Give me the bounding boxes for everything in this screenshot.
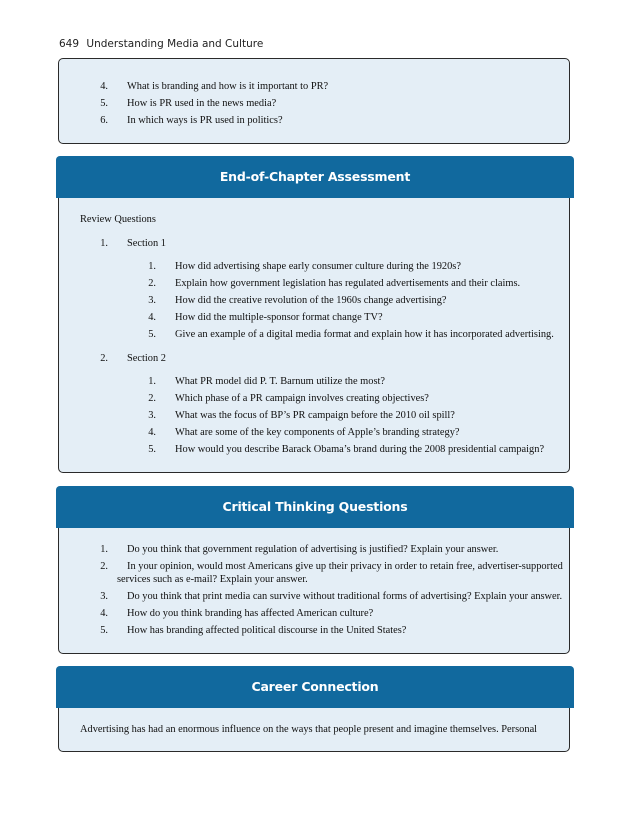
assessment-title: End-of-Chapter Assessment xyxy=(56,156,574,198)
career-connection-text: Advertising has had an enormous influence on the ways that people present and imagine themselves. Personal xyxy=(80,724,538,735)
page-number: 649 xyxy=(59,38,80,50)
critical-thinking-title: Critical Thinking Questions xyxy=(56,486,574,528)
book-title: Understanding Media and Culture xyxy=(86,38,264,50)
career-connection-title: Career Connection xyxy=(56,666,574,708)
page-header xyxy=(59,38,263,50)
review-questions-label: Review Questions xyxy=(80,214,156,225)
